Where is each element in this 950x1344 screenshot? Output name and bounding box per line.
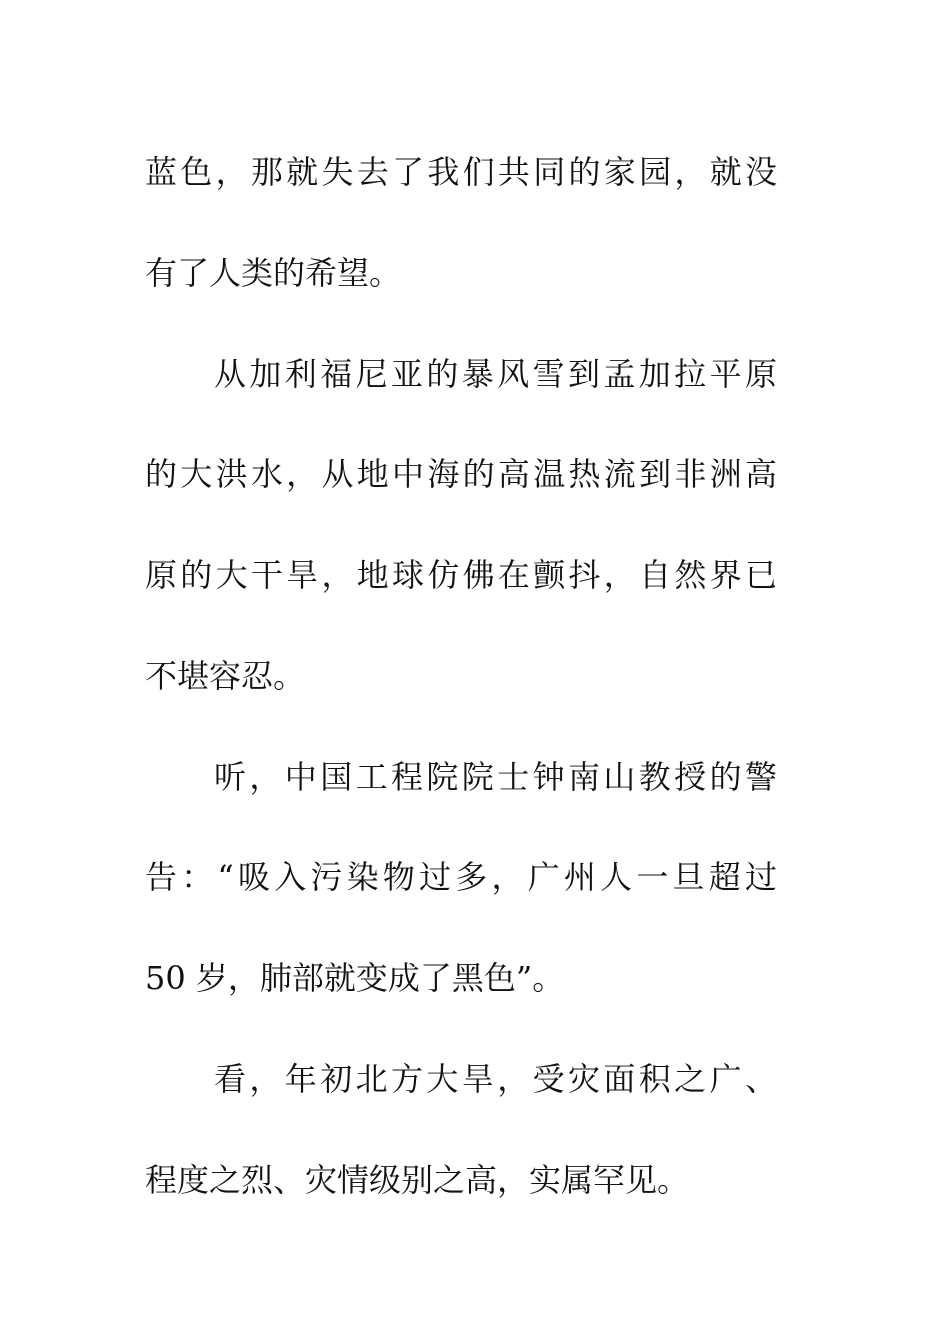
text-line-7: 听，中国工程院院士钟南山教授的警 [214,757,777,796]
text-line-2: 有了人类的希望。 [145,253,402,292]
text-line-1: 蓝色，那就失去了我们共同的家园，就没 [145,153,777,191]
body-text [145,122,777,1230]
text-line-11: 程度之烈、灾情级别之高，实属罕见。 [145,1160,690,1199]
text-line-3: 从加利福尼亚的暴风雪到孟加拉平原 [214,354,777,393]
text-line-6: 不堪容忍。 [145,656,306,695]
text-line-5: 原的大干旱，地球仿佛在颤抖，自然界已 [145,556,777,594]
text-line-10: 看，年初北方大旱，受灾面积之广、 [214,1059,777,1098]
text-line-9: 50 岁，肺部就变成了黑色”。 [145,959,565,997]
text-line-8: 告：“吸入污染物过多，广州人一旦超过 [145,858,777,897]
text-line-4: 的大洪水，从地中海的高温热流到非洲高 [145,455,777,494]
